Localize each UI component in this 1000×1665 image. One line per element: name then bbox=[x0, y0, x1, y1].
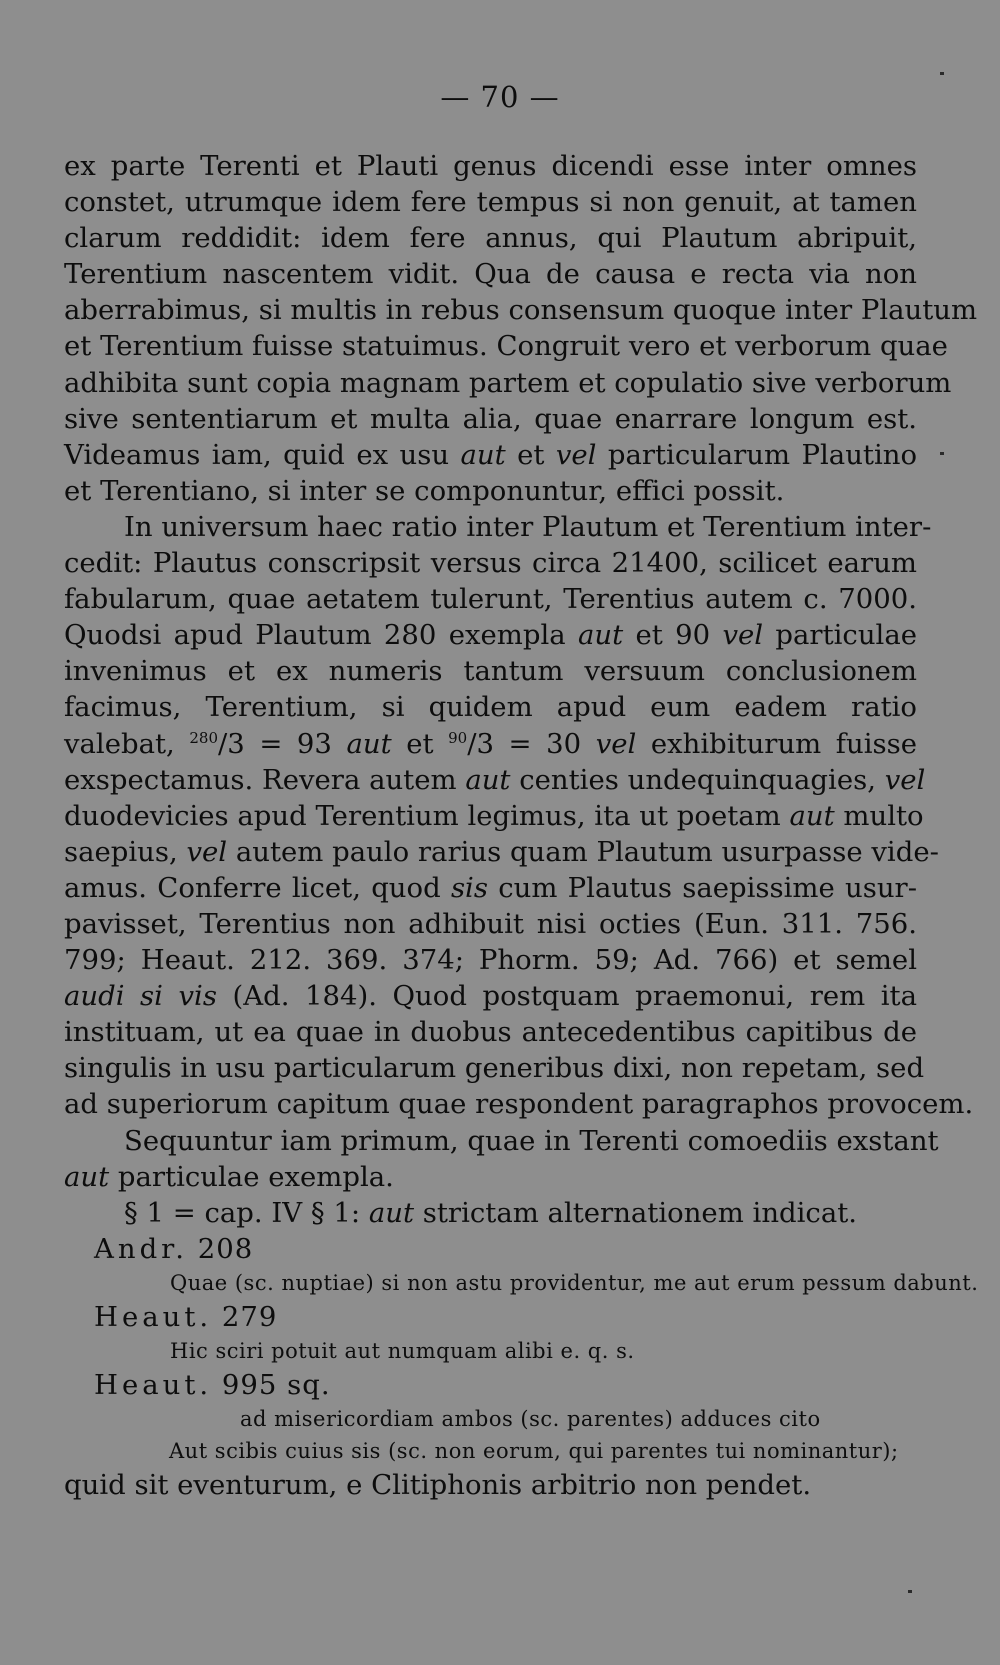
italic-word: vel bbox=[555, 438, 597, 471]
fraction-numerator: 280 bbox=[189, 728, 218, 747]
text-run: /3 = 30 bbox=[467, 727, 596, 760]
text-run: § 1 = cap. IV § 1: bbox=[124, 1196, 369, 1229]
scan-speck bbox=[908, 1590, 912, 1593]
text-line: quid sit eventurum, e Clitiphonis arbitrio non pendet. bbox=[64, 1469, 812, 1502]
text-line: facimus, Terentium, si quidem apud eum eadem ratio bbox=[64, 691, 917, 724]
text-line bbox=[64, 870, 917, 906]
text-run: /3 = 93 bbox=[218, 727, 347, 760]
italic-word: aut bbox=[64, 1160, 110, 1193]
text-run: exspectamus. Revera autem bbox=[64, 763, 466, 796]
text-line: 799; Heaut. 212. 369. 374; Phorm. 59; Ad. 766) et semel bbox=[64, 944, 917, 977]
text-run: et bbox=[505, 438, 556, 471]
paragraph-start-line: Sequuntur iam primum, quae in Terenti comoediis exstant bbox=[124, 1124, 939, 1157]
section-heading bbox=[64, 1195, 917, 1231]
text-run: strictam alternationem indicat. bbox=[414, 1196, 858, 1229]
text-line: adhibita sunt copia magnam partem et copulatio sive verborum bbox=[64, 366, 952, 399]
text-run: (Ad. 184). Quod postquam praemonui, rem ita bbox=[216, 980, 917, 1013]
text-line: instituam, ut ea quae in duobus antecedentibus capitibus de bbox=[64, 1016, 917, 1049]
page-body bbox=[64, 148, 979, 1503]
text-run: multo bbox=[834, 799, 924, 832]
scan-speck bbox=[940, 72, 944, 75]
text-run: cum Plautus saepissime usur- bbox=[487, 871, 917, 904]
italic-word: aut bbox=[346, 727, 392, 760]
text-line: constet, utrumque idem fere tempus si non genuit, at tamen bbox=[64, 186, 917, 219]
italic-word: aut bbox=[577, 619, 624, 652]
text-line bbox=[64, 978, 917, 1014]
text-run: exhibiturum fuisse bbox=[636, 727, 917, 760]
italic-word: sis bbox=[450, 871, 488, 904]
text-run: saepius, bbox=[64, 835, 187, 868]
text-run: particularum Plautino bbox=[596, 438, 918, 471]
text-run: particulae bbox=[763, 619, 917, 652]
quotation-line: Quae (sc. nuptiae) si non astu providentur, me aut erum pessum dabunt. bbox=[170, 1270, 979, 1295]
text-run: Quodsi apud Plautum 280 exempla bbox=[64, 619, 578, 652]
text-run: et bbox=[391, 727, 449, 760]
citation-reference bbox=[64, 1367, 917, 1403]
text-run: particulae exempla. bbox=[109, 1160, 394, 1193]
italic-word: aut bbox=[460, 438, 506, 471]
citation-work: Andr. bbox=[94, 1232, 189, 1265]
fraction-numerator: 90 bbox=[448, 728, 468, 747]
text-run: duodevicies apud Terentium legimus, ita ut poetam bbox=[64, 799, 790, 832]
text-line bbox=[64, 437, 917, 473]
paragraph-start-line: In universum haec ratio inter Plautum et Terentium inter- bbox=[124, 510, 932, 543]
text-run: Videamus iam, quid ex usu bbox=[64, 438, 461, 471]
italic-word: vel bbox=[186, 835, 228, 868]
italic-word: aut bbox=[368, 1196, 415, 1229]
text-line bbox=[64, 1159, 917, 1195]
italic-phrase: audi si vis bbox=[64, 980, 217, 1013]
page-number: — 70 — bbox=[440, 80, 560, 114]
text-line: sive sententiarum et multa alia, quae enarrare longum est. bbox=[64, 402, 917, 435]
citation-work: Heaut. bbox=[94, 1369, 213, 1401]
text-line: et Terentiano, si inter se componuntur, effici possit. bbox=[64, 474, 785, 507]
text-run: centies undequinquagies, bbox=[510, 763, 885, 796]
text-line bbox=[64, 798, 924, 834]
text-line: cedit: Plautus conscripsit versus circa 21400, scilicet earum bbox=[64, 547, 917, 580]
text-line: et Terentium fuisse statuimus. Congruit vero et verborum quae bbox=[64, 330, 948, 363]
text-line: ad superiorum capitum quae respondent paragraphos provocem. bbox=[64, 1088, 974, 1121]
citation-line: 995 sq. bbox=[212, 1369, 331, 1401]
text-line bbox=[64, 834, 939, 870]
text-line: fabularum, quae aetatem tulerunt, Terentius autem c. 7000. bbox=[64, 583, 917, 616]
text-run: amus. Conferre licet, quod bbox=[64, 871, 451, 904]
quotation-line: Aut scibis cuius sis (sc. non eorum, qui parentes tui nominantur); bbox=[169, 1439, 899, 1464]
citation-line: 279 bbox=[212, 1300, 278, 1333]
text-line bbox=[64, 617, 917, 653]
italic-word: vel bbox=[884, 763, 926, 796]
text-line: clarum reddidit: idem fere annus, qui Plautum abripuit, bbox=[64, 222, 917, 255]
text-line: aberrabimus, si multis in rebus consensum quoque inter Plautum bbox=[64, 294, 978, 327]
text-line: invenimus et ex numeris tantum versuum conclusionem bbox=[64, 655, 917, 688]
text-line: ex parte Terenti et Plauti genus dicendi esse inter omnes bbox=[64, 150, 917, 182]
text-line bbox=[64, 762, 926, 798]
italic-word: vel bbox=[722, 619, 764, 652]
citation-line: 208 bbox=[188, 1232, 254, 1265]
citation-work: Heaut. bbox=[94, 1300, 213, 1333]
text-run: et 90 bbox=[623, 619, 723, 652]
text-line bbox=[64, 726, 917, 762]
quotation-line: Hic sciri potuit aut numquam alibi e. q. s. bbox=[170, 1339, 635, 1363]
scan-speck bbox=[940, 452, 944, 455]
text-line: pavisset, Terentius non adhibuit nisi octies (Eun. 311. 756. bbox=[64, 907, 917, 940]
text-run: valebat, bbox=[64, 727, 190, 760]
italic-word: aut bbox=[465, 763, 511, 796]
citation-reference bbox=[64, 1299, 917, 1335]
italic-word: vel bbox=[595, 727, 637, 760]
citation-reference bbox=[64, 1231, 917, 1267]
text-line: singulis in usu particularum generibus dixi, non repetam, sed bbox=[64, 1052, 925, 1085]
italic-word: aut bbox=[789, 799, 835, 832]
text-line: Terentium nascentem vidit. Qua de causa e recta via non bbox=[64, 258, 917, 291]
quotation-line: ad misericordiam ambos (sc. parentes) adduces cito bbox=[240, 1407, 821, 1432]
text-run: autem paulo rarius quam Plautum usurpasse vide- bbox=[227, 835, 939, 868]
